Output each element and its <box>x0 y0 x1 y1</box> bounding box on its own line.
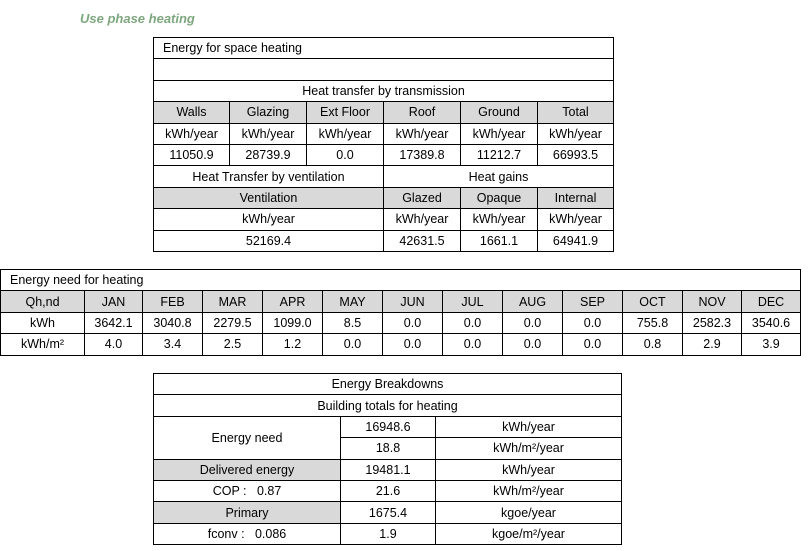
table-cell: 0.0 <box>503 334 563 355</box>
delivered-energy-label: Delivered energy <box>154 459 341 480</box>
transmission-value-row <box>154 144 614 165</box>
space-heating-title: Energy for space heating <box>154 38 614 59</box>
table-cell: 2.5 <box>203 334 263 355</box>
breakdowns-subtitle: Building totals for heating <box>154 395 622 416</box>
value-ground: 11212.7 <box>461 144 538 165</box>
table-row <box>1 334 801 355</box>
cop-value: 21.6 <box>341 480 436 501</box>
table-cell: 3642.1 <box>85 312 143 333</box>
space-heating-table <box>153 37 614 252</box>
header-roof: Roof <box>384 102 461 123</box>
month-header: NOV <box>683 291 742 312</box>
header-ventilation: Ventilation <box>154 187 384 208</box>
ventilation-title: Heat Transfer by ventilation <box>154 166 384 187</box>
value-roof: 17389.8 <box>384 144 461 165</box>
fconv-label: fconv : 0.086 <box>154 523 341 544</box>
table-cell: 2.9 <box>683 334 742 355</box>
table-cell: 0.0 <box>563 334 623 355</box>
energy-need-table <box>0 269 801 356</box>
month-header: SEP <box>563 291 623 312</box>
table-cell: 0.0 <box>383 334 443 355</box>
header-glazing: Glazing <box>230 102 307 123</box>
table-cell: 3.9 <box>742 334 801 355</box>
month-header: JUN <box>383 291 443 312</box>
month-header: JUL <box>443 291 503 312</box>
unit-cell: kWh/year <box>154 123 230 144</box>
value-internal: 64941.9 <box>538 230 614 251</box>
month-header: MAY <box>323 291 383 312</box>
table-cell: 0.0 <box>443 312 503 333</box>
month-header: AUG <box>503 291 563 312</box>
table-cell: 4.0 <box>85 334 143 355</box>
unit-cell: kWh/year <box>384 209 461 230</box>
table-cell: 0.8 <box>623 334 683 355</box>
table-cell: 0.0 <box>323 334 383 355</box>
fconv-unit: kgoe/m²/year <box>436 523 622 544</box>
months-header-row <box>1 291 801 312</box>
value-walls: 11050.9 <box>154 144 230 165</box>
energy-need-value: 16948.6 <box>341 416 436 437</box>
primary-value: 1675.4 <box>341 502 436 523</box>
value-total: 66993.5 <box>538 144 614 165</box>
month-header: OCT <box>623 291 683 312</box>
value-glazed: 42631.5 <box>384 230 461 251</box>
primary-label: Primary <box>154 502 341 523</box>
header-internal: Internal <box>538 187 614 208</box>
energy-need-label: Energy need <box>154 416 341 459</box>
month-header: DEC <box>742 291 801 312</box>
cop-unit: kWh/m²/year <box>436 480 622 501</box>
header-glazed: Glazed <box>384 187 461 208</box>
value-opaque: 1661.1 <box>461 230 538 251</box>
transmission-header-row <box>154 102 614 123</box>
unit-cell: kWh/year <box>461 123 538 144</box>
table-cell: 0.0 <box>563 312 623 333</box>
header-walls: Walls <box>154 102 230 123</box>
header-ext-floor: Ext Floor <box>307 102 384 123</box>
qhnd-header: Qh,nd <box>1 291 85 312</box>
empty-row <box>154 59 614 80</box>
table-cell: 3540.6 <box>742 312 801 333</box>
row-unit: kWh <box>1 312 85 333</box>
table-cell: 0.0 <box>503 312 563 333</box>
header-opaque: Opaque <box>461 187 538 208</box>
table-cell: 3040.8 <box>143 312 203 333</box>
table-cell: 0.0 <box>443 334 503 355</box>
table-cell: 2279.5 <box>203 312 263 333</box>
row-unit: kWh/m² <box>1 334 85 355</box>
table-cell: 3.4 <box>143 334 203 355</box>
value-ext-floor: 0.0 <box>307 144 384 165</box>
unit-cell: kWh/year <box>230 123 307 144</box>
unit-cell: kWh/year <box>461 209 538 230</box>
table-cell: 0.0 <box>383 312 443 333</box>
table-cell: 755.8 <box>623 312 683 333</box>
energy-need-title: Energy need for heating <box>1 270 801 291</box>
breakdowns-title: Energy Breakdowns <box>154 374 622 395</box>
table-row <box>1 312 801 333</box>
header-ground: Ground <box>461 102 538 123</box>
table-cell: 8.5 <box>323 312 383 333</box>
energy-need-unit: kWh/m²/year <box>436 438 622 459</box>
transmission-title: Heat transfer by transmission <box>154 80 614 101</box>
table-cell: 1099.0 <box>263 312 323 333</box>
unit-cell: kWh/year <box>154 209 384 230</box>
primary-unit: kgoe/year <box>436 502 622 523</box>
gains-title: Heat gains <box>384 166 614 187</box>
delivered-energy-unit: kWh/year <box>436 459 622 480</box>
unit-cell: kWh/year <box>538 123 614 144</box>
month-header: APR <box>263 291 323 312</box>
energy-need-value: 18.8 <box>341 438 436 459</box>
page-title: Use phase heating <box>80 11 195 26</box>
ventilation-gains-value-row <box>154 230 614 251</box>
table-cell: 2582.3 <box>683 312 742 333</box>
table-cell: 1.2 <box>263 334 323 355</box>
header-total: Total <box>538 102 614 123</box>
ventilation-gains-unit-row <box>154 209 614 230</box>
transmission-unit-row <box>154 123 614 144</box>
value-glazing: 28739.9 <box>230 144 307 165</box>
fconv-value: 1.9 <box>341 523 436 544</box>
energy-need-unit: kWh/year <box>436 416 622 437</box>
month-header: JAN <box>85 291 143 312</box>
cop-label: COP : 0.87 <box>154 480 341 501</box>
unit-cell: kWh/year <box>538 209 614 230</box>
delivered-energy-value: 19481.1 <box>341 459 436 480</box>
energy-breakdowns-table <box>153 373 622 545</box>
unit-cell: kWh/year <box>307 123 384 144</box>
month-header: FEB <box>143 291 203 312</box>
ventilation-gains-header-row <box>154 187 614 208</box>
value-ventilation: 52169.4 <box>154 230 384 251</box>
month-header: MAR <box>203 291 263 312</box>
unit-cell: kWh/year <box>384 123 461 144</box>
